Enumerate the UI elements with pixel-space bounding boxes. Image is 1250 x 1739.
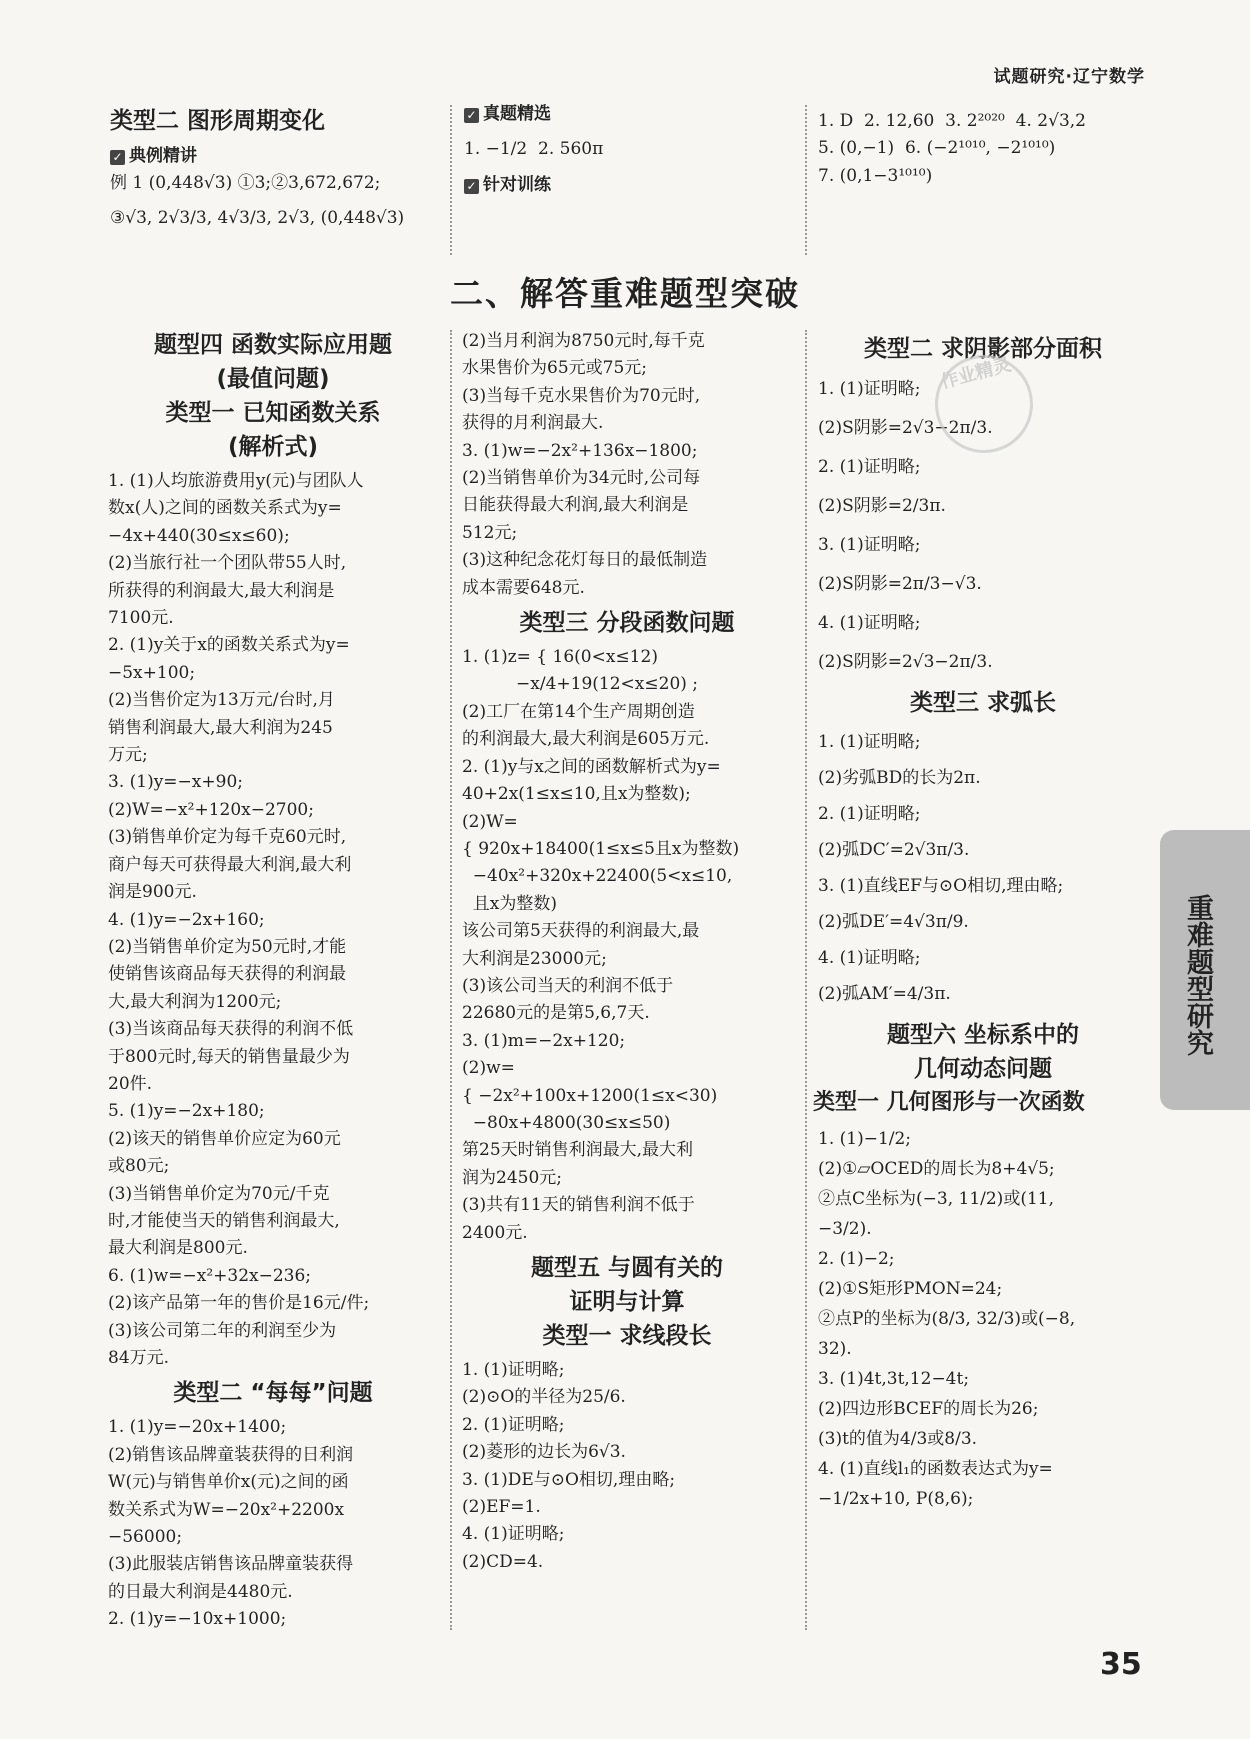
answer-line: 5. (1)y=−2x+180; xyxy=(108,1101,265,1122)
answer-line: { −2x²+100x+1200(1≤x<30) xyxy=(462,1085,718,1106)
answer-line: (2)S阴影=2π/3−√3. xyxy=(818,574,982,594)
column-1 xyxy=(108,328,438,1634)
answer-line: 3. (1)证明略; xyxy=(818,535,921,555)
check-icon: ✓ xyxy=(110,150,125,165)
answer-line: (2)菱形的边长为6√3. xyxy=(462,1442,626,1463)
answer-line: (2)①▱OCED的周长为8+4√5; xyxy=(818,1159,1055,1179)
answer-line: 商户每天可获得最大利润,最大利 xyxy=(108,854,352,875)
answer-line: 的日最大利润是4480元. xyxy=(108,1581,293,1602)
answer-line: 第25天时销售利润最大,最大利 xyxy=(462,1140,694,1161)
answer-line: { 920x+18400(1≤x≤5且x为整数) xyxy=(462,838,740,859)
answer-line: ②点P的坐标为(8/3, 32/3)或(−8, xyxy=(818,1309,1076,1329)
subheading-text: 针对训练 xyxy=(483,175,551,196)
answer-line: −5x+100; xyxy=(108,662,196,683)
answer-line: 1. (1)人均旅游费用y(元)与团队人 xyxy=(108,471,364,491)
top-mid-block xyxy=(464,100,794,199)
answer-line: −56000; xyxy=(108,1527,183,1548)
answer-line: 1. (1)证明略; xyxy=(462,1360,565,1380)
page-number: 35 xyxy=(1100,1647,1142,1682)
answer-line: (3)此服装店销售该品牌童装获得 xyxy=(108,1554,354,1575)
answer-line: (2)四边形BCEF的周长为26; xyxy=(818,1399,1039,1419)
answer-line: 3. (1)DE与⊙O相切,理由略; xyxy=(462,1469,676,1490)
answer-line: (2)①S矩形PMON=24; xyxy=(818,1279,1003,1299)
answer-line: 20件. xyxy=(108,1073,153,1094)
answer-line: (2)劣弧BD的长为2π. xyxy=(818,768,981,788)
answer-line: 7. (0,1−3¹⁰¹⁰) xyxy=(818,165,933,186)
answer-line: −4x+440(30≤x≤60); xyxy=(108,525,290,546)
answer-line: (2)当销售单价定为50元时,才能 xyxy=(108,936,347,957)
answer-line: 获得的月利润最大. xyxy=(462,413,604,434)
answer-line: 2. (1)证明略; xyxy=(462,1414,565,1435)
answer-line: 于800元时,每天的销售量最少为 xyxy=(108,1046,350,1067)
page-header: 试题研究·辽宁数学 xyxy=(993,67,1145,87)
answer-line: 最大利润是800元. xyxy=(108,1238,248,1259)
answer-line: 7100元. xyxy=(108,608,174,629)
check-icon: ✓ xyxy=(464,179,479,194)
answer-line: 2. (1)y=−10x+1000; xyxy=(108,1609,287,1630)
check-icon: ✓ xyxy=(464,108,479,123)
answer-line: 4. (1)证明略; xyxy=(818,948,921,968)
answer-line: (3)销售单价定为每千克60元时, xyxy=(108,827,347,848)
answer-line: 该公司第5天获得的利润最大,最 xyxy=(462,921,700,942)
answer-line: −3/2). xyxy=(818,1219,872,1239)
answer-line: W(元)与销售单价x(元)之间的函 xyxy=(108,1472,349,1493)
subheading xyxy=(110,142,440,170)
section-heading: 类型二 “每每”问题 xyxy=(173,1380,373,1407)
answer-line: 1. (1)z= { 16(0<x≤12) xyxy=(462,647,658,668)
section-title: 二、解答重难题型突破 xyxy=(450,274,800,313)
column-divider xyxy=(805,105,807,255)
section-heading: 题型六 坐标系中的 xyxy=(886,1022,1079,1048)
column-3 xyxy=(813,328,1148,1514)
answer-line: (3)该公司第二年的利润至少为 xyxy=(108,1320,337,1341)
answer-line: (3)这种纪念花灯每日的最低制造 xyxy=(462,550,708,571)
answer-line: (2)w= xyxy=(462,1058,515,1079)
section-heading: 几何动态问题 xyxy=(914,1056,1052,1082)
answer-line: (2)⊙O的半径为25/6. xyxy=(462,1387,626,1408)
answer-line: 3. (1)4t,3t,12−4t; xyxy=(818,1369,970,1389)
section-heading: 类型三 分段函数问题 xyxy=(519,610,735,637)
answer-line: 3. (1)y=−x+90; xyxy=(108,772,243,793)
column-divider xyxy=(450,330,452,1630)
section-heading: 类型二 求阴影部分面积 xyxy=(863,336,1102,362)
answer-line: 1. D 2. 12,60 3. 2²⁰²⁰ 4. 2√3,2 xyxy=(818,111,1086,131)
answer-line: (2)该天的销售单价应定为60元 xyxy=(108,1128,341,1149)
section-heading: 题型五 与圆有关的 xyxy=(530,1255,723,1281)
answer-line: 84万元. xyxy=(108,1348,170,1368)
answer-line: 大,最大利润为1200元; xyxy=(108,991,282,1012)
answer-line: 万元; xyxy=(108,745,148,766)
answer-line: −80x+4800(30≤x≤50) xyxy=(462,1112,671,1133)
answer-line: 的利润最大,最大利润是605万元. xyxy=(462,729,710,750)
section-heading: (解析式) xyxy=(227,434,319,460)
side-tab xyxy=(1160,830,1250,1110)
answer-line: (3)当销售单价定为70元/千克 xyxy=(108,1183,330,1204)
answer-line: 数关系式为W=−20x²+2200x xyxy=(108,1499,345,1520)
answer-line: 1. (1)证明略; xyxy=(818,379,921,399)
answer-line: 3. (1)直线EF与⊙O相切,理由略; xyxy=(818,876,1064,896)
section-heading: 类型二 图形周期变化 xyxy=(110,108,326,134)
column-divider xyxy=(450,105,452,255)
answer-line: 1. (1)y=−20x+1400; xyxy=(108,1417,287,1438)
answer-line: (2)销售该品牌童装获得的日利润 xyxy=(108,1444,354,1465)
answer-line: −40x²+320x+22400(5<x≤10, xyxy=(462,866,733,887)
answer-line: 40+2x(1≤x≤10,且x为整数); xyxy=(462,784,691,805)
answer-line: 2. (1)y关于x的函数关系式为y= xyxy=(108,635,350,656)
answer-line: (2)W= xyxy=(462,811,518,832)
answer-line: 5. (0,−1) 6. (−2¹⁰¹⁰, −2¹⁰¹⁰) xyxy=(818,138,1056,159)
answer-line: 4. (1)y=−2x+160; xyxy=(108,909,265,930)
answer-line: 润为2450元; xyxy=(462,1167,562,1188)
answer-line: 成本需要648元. xyxy=(462,577,585,598)
answer-line: 或80元; xyxy=(108,1156,170,1177)
answer-line: (3)共有11天的销售利润不低于 xyxy=(462,1195,695,1216)
answer-line: (3)该公司当天的利润不低于 xyxy=(462,975,674,996)
answer-line: 1. (1)−1/2; xyxy=(818,1129,912,1149)
answer-line: 22680元的是第5,6,7天. xyxy=(462,1003,650,1024)
answer-line: 3. (1)m=−2x+120; xyxy=(462,1030,626,1051)
column-2 xyxy=(462,328,792,1576)
answer-line: (3)t的值为4/3或8/3. xyxy=(818,1429,978,1449)
answer-line: 1. −1/2 2. 560π xyxy=(464,139,604,159)
answer-line: 3. (1)w=−2x²+136x−1800; xyxy=(462,440,698,461)
subheading-text: 典例精讲 xyxy=(129,146,197,166)
answer-line: 所获得的利润最大,最大利润是 xyxy=(108,580,335,601)
answer-line: (2)CD=4. xyxy=(462,1551,544,1572)
answer-line: (2)当售价定为13万元/台时,月 xyxy=(108,690,335,711)
answer-line: −x/4+19(12<x≤20) ; xyxy=(462,674,699,695)
section-heading: 类型一 已知函数关系 xyxy=(165,400,381,426)
answer-line: 例 1 (0,448√3) ①3;②3,672,672; xyxy=(110,173,381,193)
side-tab-label: 重难题型研究 xyxy=(1182,894,1213,1056)
answer-line: 日能获得最大利润,最大利润是 xyxy=(462,495,689,516)
answer-line: 润是900元. xyxy=(108,882,197,903)
answer-line: (2)S阴影=2√3−2π/3. xyxy=(818,418,993,438)
subheading-text: 真题精选 xyxy=(483,104,551,124)
answer-line: 4. (1)证明略; xyxy=(462,1524,565,1545)
section-heading: 类型一 几何图形与一次函数 xyxy=(813,1090,1085,1115)
answer-line: 32). xyxy=(818,1339,852,1359)
section-heading: 证明与计算 xyxy=(569,1289,685,1315)
answer-line: (2)弧AM′=4/3π. xyxy=(818,984,951,1004)
answer-line: (2)S阴影=2/3π. xyxy=(818,496,946,516)
answer-line: (2)S阴影=2√3−2π/3. xyxy=(818,652,993,672)
answer-line: 2. (1)−2; xyxy=(818,1249,895,1269)
answer-line: 使销售该商品每天获得的利润最 xyxy=(108,964,346,985)
answer-line: (2)EF=1. xyxy=(462,1497,541,1518)
answer-line: (2)工厂在第14个生产周期创造 xyxy=(462,701,695,722)
answer-line: (2)该产品第一年的售价是16元/件; xyxy=(108,1293,370,1314)
answer-line: 6. (1)w=−x²+32x−236; xyxy=(108,1265,312,1286)
answer-line: (2)弧DC′=2√3π/3. xyxy=(818,840,970,860)
answer-line: (2)当销售单价为34元时,公司每 xyxy=(462,468,701,489)
section-heading: 类型三 求弧长 xyxy=(909,690,1056,716)
answer-line: 数x(人)之间的函数关系式为y= xyxy=(108,498,342,519)
answer-line: ③√3, 2√3/3, 4√3/3, 2√3, (0,448√3) xyxy=(110,208,405,229)
answer-line: 1. (1)证明略; xyxy=(818,732,921,752)
answer-line: (2)弧DE′=4√3π/9. xyxy=(818,912,969,932)
answer-line: (3)当该商品每天获得的利润不低 xyxy=(108,1019,354,1040)
answer-line: (2)当月利润为8750元时,每千克 xyxy=(462,331,705,351)
answer-line: 4. (1)证明略; xyxy=(818,613,921,633)
answer-line: (3)当每千克水果售价为70元时, xyxy=(462,385,701,406)
answer-line: (2)当旅行社一个团队带55人时, xyxy=(108,553,347,574)
answer-line: −1/2x+10, P(8,6); xyxy=(818,1489,974,1509)
answer-line: 512元; xyxy=(462,522,518,543)
answer-line: 且x为整数) xyxy=(462,893,558,914)
answer-line: 2400元. xyxy=(462,1222,528,1243)
answer-line: 水果售价为65元或75元; xyxy=(462,358,647,379)
answer-line: (2)W=−x²+120x−2700; xyxy=(108,799,314,820)
answer-line: 大利润是23000元; xyxy=(462,948,607,969)
answer-line: 2. (1)证明略; xyxy=(818,804,921,824)
answer-line: 时,才能使当天的销售利润最大, xyxy=(108,1210,340,1231)
section-heading: 类型一 求线段长 xyxy=(542,1323,712,1349)
answer-line: 2. (1)y与x之间的函数解析式为y= xyxy=(462,756,721,777)
top-right-block xyxy=(818,108,1148,190)
subheading xyxy=(464,100,794,128)
top-left-block xyxy=(110,100,440,233)
watermark-stamp: 作业精灵 xyxy=(924,344,1044,464)
section-heading: 题型四 函数实际应用题 xyxy=(153,332,392,358)
answer-line: 2. (1)证明略; xyxy=(818,457,921,477)
column-divider xyxy=(805,330,807,1630)
answer-line: 4. (1)直线l₁的函数表达式为y= xyxy=(818,1459,1053,1479)
answer-line: ②点C坐标为(−3, 11/2)或(11, xyxy=(818,1189,1054,1209)
answer-line: 销售利润最大,最大利润为245 xyxy=(108,717,333,738)
section-heading: (最值问题) xyxy=(216,366,330,392)
subheading xyxy=(464,171,794,199)
